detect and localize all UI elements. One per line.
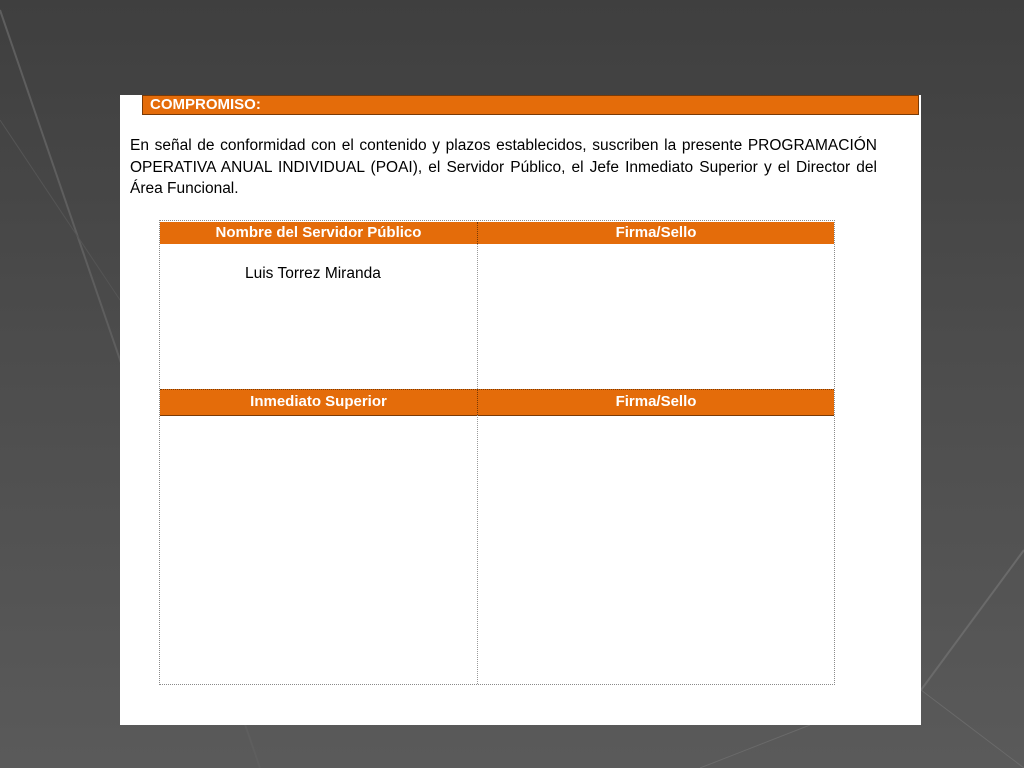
servant-name-value: Luis Torrez Miranda xyxy=(245,265,381,282)
document-page xyxy=(120,95,921,725)
header-signature-stamp-superior: Firma/Sello xyxy=(615,393,697,410)
section-title: COMPROMISO: xyxy=(142,95,919,115)
header-signature-stamp: Firma/Sello xyxy=(615,224,697,241)
header-servant-name: Nombre del Servidor Público xyxy=(160,222,478,244)
signature-row-superior xyxy=(160,415,834,684)
agreement-paragraph: En señal de conformidad con el contenido y plazos establecidos, suscriben la presente PROGRAMACIÓN OPERATIVA ANUAL INDIVIDUAL (POAI), el Servidor Público, el Jefe Inmediato Superior y el Director del Área Funcional. xyxy=(130,137,877,197)
header-immediate-superior: Inmediato Superior xyxy=(160,390,478,415)
signature-table xyxy=(159,220,835,685)
signature-row-servant xyxy=(160,244,834,389)
signature-table-header-superior xyxy=(160,389,834,416)
signature-table-header-servant xyxy=(160,222,834,244)
column-divider xyxy=(477,415,478,684)
column-divider xyxy=(477,244,478,389)
